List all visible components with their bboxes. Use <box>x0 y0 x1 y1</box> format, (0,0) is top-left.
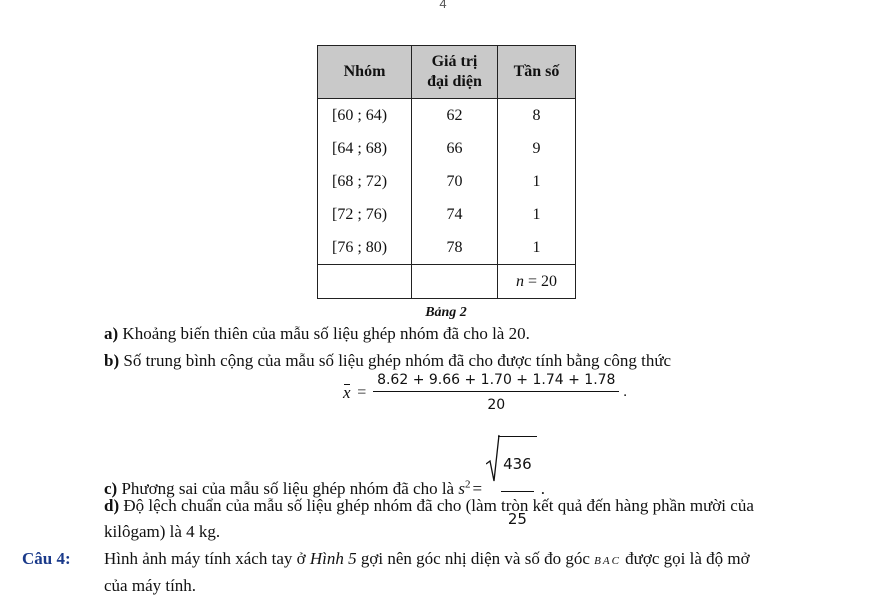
table-row <box>318 99 576 133</box>
question-4-text <box>104 548 750 572</box>
statement-c-text: Phương sai của mẫu số liệu ghép nhóm đã cho là <box>117 478 459 498</box>
statement-a-text: Khoảng biến thiên của mẫu số liệu ghép nhóm đã cho là 20. <box>118 324 530 343</box>
sqrt-icon <box>486 434 500 484</box>
page-number: 4 <box>439 0 447 11</box>
statement-a-label: a) <box>104 324 119 343</box>
statement-a <box>104 323 530 345</box>
mean-period: . <box>623 384 627 400</box>
sqrt-expression <box>486 436 537 544</box>
frequency-table <box>317 45 576 299</box>
cell-value: 74 <box>412 198 498 231</box>
q4-text-before: Hình ảnh máy tính xách tay ở <box>104 549 310 568</box>
mean-denominator: 20 <box>487 397 506 413</box>
header-value <box>412 46 498 99</box>
cell-value: 70 <box>412 165 498 198</box>
statement-d-label: d) <box>104 496 120 515</box>
cell-value: 78 <box>412 231 498 265</box>
cell-total <box>498 265 576 299</box>
table-header-row <box>318 46 576 99</box>
cell-empty <box>318 265 412 299</box>
cell-empty <box>412 265 498 299</box>
cell-group: [68 ; 72) <box>318 165 412 198</box>
q4-angle: BAC <box>594 555 621 567</box>
total-var: n <box>515 272 524 290</box>
table-caption: Bảng 2 <box>425 305 467 320</box>
mean-equals: = <box>357 383 367 401</box>
variance-period: . <box>540 478 545 498</box>
header-value-line1: Giá trị <box>431 53 478 70</box>
total-value: = 20 <box>523 272 558 290</box>
table-row <box>318 132 576 165</box>
cell-group: [64 ; 68) <box>318 132 412 165</box>
variance-exponent: 2 <box>464 478 471 491</box>
statement-b-text: Số trung bình cộng của mẫu số liệu ghép nhóm đã cho được tính bằng công thức <box>119 351 672 370</box>
header-frequency: Tần số <box>498 46 576 99</box>
cell-frequency: 1 <box>498 165 576 198</box>
q4-figure-ref: Hình 5 <box>309 549 357 568</box>
statement-c-label: c) <box>104 478 118 498</box>
variance-denominator: 25 <box>507 510 527 528</box>
variance-equals: = <box>472 478 483 498</box>
statement-d-text-line1: Độ lệch chuẩn của mẫu số liệu ghép nhóm đã cho (làm tròn kết quả đến hàng phần mười của <box>119 496 754 515</box>
statement-d <box>104 495 754 517</box>
cell-group: [60 ; 64) <box>318 99 412 133</box>
cell-frequency: 1 <box>498 198 576 231</box>
cell-frequency: 9 <box>498 132 576 165</box>
question-label: Câu 4: <box>22 549 71 568</box>
cell-frequency: 8 <box>498 99 576 133</box>
question-4-label <box>22 548 71 570</box>
cell-value: 66 <box>412 132 498 165</box>
mean-formula <box>343 372 627 413</box>
statement-b-label: b) <box>104 351 120 370</box>
header-value-line2: đại diện <box>427 73 482 90</box>
statement-b <box>104 350 671 372</box>
variance-symbol: s <box>458 478 465 498</box>
mean-fraction <box>373 372 619 413</box>
table-row <box>318 198 576 231</box>
mean-numerator: 8.62 + 9.66 + 1.70 + 1.74 + 1.78 <box>373 372 619 392</box>
question-4-line2: của máy tính. <box>104 576 197 595</box>
cell-value: 62 <box>412 99 498 133</box>
mean-symbol: x <box>343 382 351 402</box>
q4-text-middle: gợi nên góc nhị diện và số đo góc <box>356 549 595 568</box>
variance-fraction <box>501 439 534 544</box>
table-total-row <box>318 265 576 299</box>
variance-numerator: 436 <box>501 439 534 492</box>
table-row <box>318 165 576 198</box>
q4-text-after: được gọi là độ mở <box>620 549 750 568</box>
statement-d-line2: kilôgam) là 4 kg. <box>104 522 221 541</box>
table-row <box>318 231 576 265</box>
cell-group: [76 ; 80) <box>318 231 412 265</box>
header-group: Nhóm <box>318 46 412 99</box>
cell-group: [72 ; 76) <box>318 198 412 231</box>
cell-frequency: 1 <box>498 231 576 265</box>
